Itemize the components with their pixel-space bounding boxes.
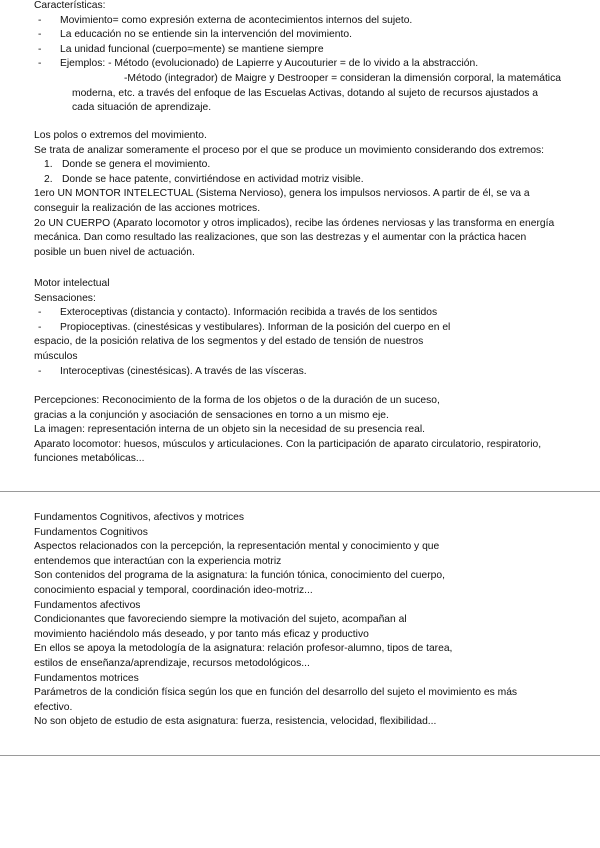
list-item: - La educación no se entiende sin la intervención del movimiento.	[34, 28, 594, 43]
fundamentos-section	[34, 511, 594, 730]
paragraph-line: Se trata de analizar someramente el proceso por el que se produce un movimiento considerando dos extremos:	[34, 144, 544, 156]
item-number: 2.	[44, 173, 53, 185]
paragraph-line: funciones metabólicas...	[34, 453, 145, 465]
paragraph-line: posible un buen nivel de actuación.	[34, 246, 195, 258]
list-item-continuation: espacio, de la posición relativa de los segmentos y del estado de tensión de nuestros	[34, 336, 424, 348]
subheading: Fundamentos motrices	[34, 672, 139, 684]
paragraph-line: Aspectos relacionados con la percepción, la representación mental y conocimiento y que	[34, 541, 440, 553]
paragraph-line: Condicionantes que favoreciendo siempre la motivación del sujeto, acompañan al	[34, 614, 407, 626]
polos-section	[34, 129, 594, 260]
list-item-continuation: moderna, etc. a través del enfoque de las Escuelas Activas, dotando al sujeto de recursos ajustados a	[72, 87, 538, 99]
paragraph-line: efectivo.	[34, 701, 73, 713]
paragraph-line: En ellos se apoya la metodología de la asignatura: relación profesor-alumno, tipos de tarea,	[34, 643, 453, 655]
section-title: Fundamentos Cognitivos, afectivos y motrices	[34, 512, 245, 523]
paragraph-line: estilos de enseñanza/aprendizaje, recursos metodológicos...	[34, 657, 310, 669]
paragraph-line: No son objeto de estudio de esta asignatura: fuerza, resistencia, velocidad, flexibilidad...	[34, 716, 437, 728]
item-text: Donde se genera el movimiento.	[62, 159, 211, 171]
list-item: - La unidad funcional (cuerpo=mente) se mantiene siempre	[34, 43, 594, 58]
list-item: - Movimiento= como expresión externa de acontecimientos internos del sujeto.	[34, 14, 594, 29]
item-number: 1.	[44, 159, 53, 171]
list-item-continuation: cada situación de aprendizaje.	[72, 102, 212, 114]
numbered-item	[34, 173, 594, 188]
section-heading: Motor intelectual	[34, 278, 110, 289]
paragraph-line: conseguir la realización de las acciones motrices.	[34, 202, 261, 214]
percepciones-section	[34, 394, 594, 467]
list-item: - Ejemplos: - Método (evolucionado) de Lapierre y Aucouturier = de lo vivido a la abstracción.	[34, 57, 594, 72]
list-item: - Exteroceptivas (distancia y contacto). Información recibida a través de los sentidos	[34, 306, 594, 321]
section-heading: Características:	[34, 0, 106, 11]
paragraph-line: Parámetros de la condición física según los que en función del desarrollo del sujeto el movimiento es más	[34, 687, 518, 699]
paragraph-line: conocimiento espacial y temporal, coordinación ideo-motriz...	[34, 584, 313, 596]
paragraph-line: Son contenidos del programa de la asignatura: la función tónica, conocimiento del cuerpo,	[34, 570, 445, 582]
page-divider	[0, 491, 600, 492]
paragraph-line: La imagen: representación interna de un objeto sin la necesidad de su presencia real.	[34, 424, 425, 436]
paragraph-line: Aparato locomotor: huesos, músculos y articulaciones. Con la participación de aparato circulatorio, respiratorio,	[34, 438, 542, 450]
list-item: - Propioceptivas. (cinestésicas y vestibulares). Informan de la posición del cuerpo en el	[34, 321, 594, 336]
caracteristicas-section	[34, 0, 594, 116]
subheading: Fundamentos Cognitivos	[34, 526, 148, 538]
subheading: Fundamentos afectivos	[34, 599, 141, 611]
paragraph-line: gracias a la conjunción y asociación de sensaciones en torno a un mismo eje.	[34, 409, 389, 421]
subheading: Sensaciones:	[34, 292, 96, 304]
paragraph-line: entendemos que interactúan con la experiencia motriz	[34, 555, 282, 567]
paragraph-line: 1ero UN MONTOR INTELECTUAL (Sistema Nervioso), genera los impulsos nerviosos. A partir de él, se va a	[34, 188, 530, 200]
list-item-continuation: -Método (integrador) de Maigre y Destrooper = consideran la dimensión corporal, la matemática	[124, 72, 561, 84]
motor-intelectual-section	[34, 277, 594, 379]
paragraph-line: 2o UN CUERPO (Aparato locomotor y otros implicados), recibe las órdenes nerviosas y las transforma en energía	[34, 217, 555, 229]
paragraph-line: mecánica. Dan como resultado las realizaciones, que son las destrezas y el aumentar con la práctica hacen	[34, 232, 527, 244]
list-item-continuation: músculos	[34, 350, 78, 362]
item-text: Donde se hace patente, convirtiéndose en actividad motriz visible.	[62, 173, 364, 185]
section-heading: Los polos o extremos del movimiento.	[34, 130, 207, 141]
numbered-item	[34, 158, 594, 173]
paragraph-line: Percepciones: Reconocimiento de la forma de los objetos o de la duración de un suceso,	[34, 395, 440, 406]
page-divider	[0, 755, 600, 756]
paragraph-line: movimiento haciéndolo más deseado, y por tanto más eficaz y productivo	[34, 628, 369, 640]
list-item: - Interoceptivas (cinestésicas). A través de las vísceras.	[34, 365, 594, 380]
